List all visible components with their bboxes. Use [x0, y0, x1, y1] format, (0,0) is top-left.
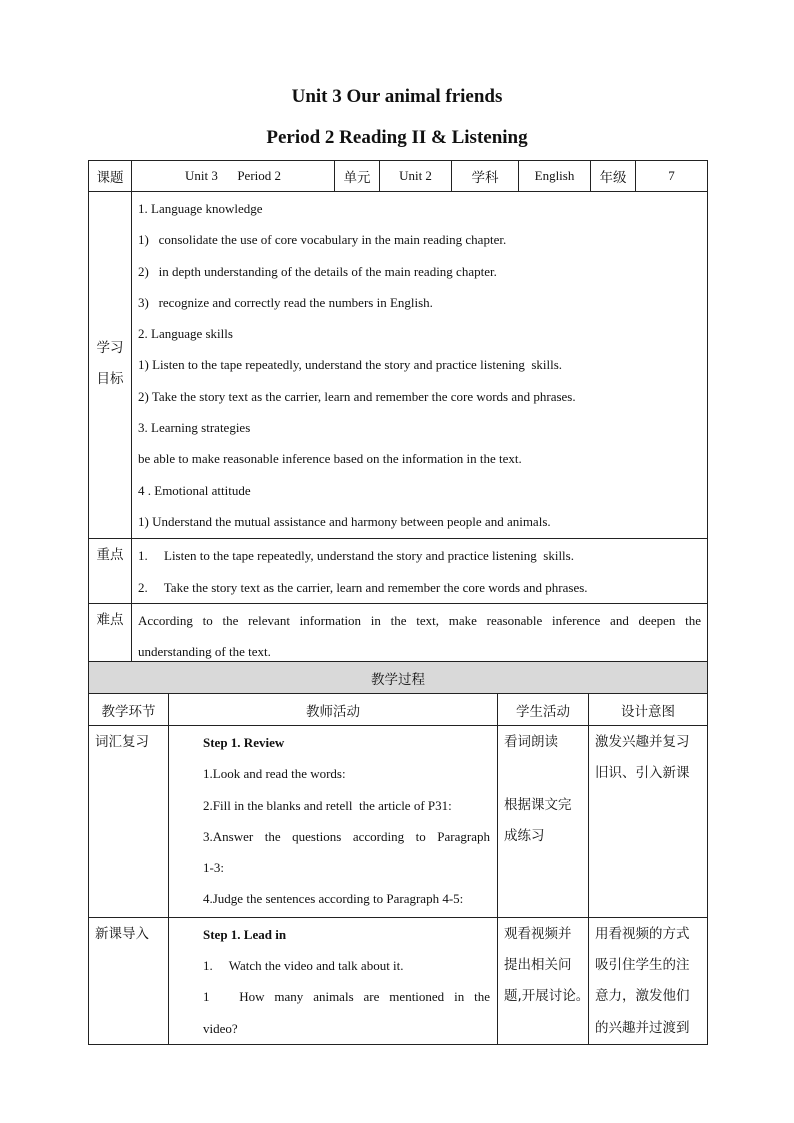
unit-label: 单元 — [335, 161, 380, 192]
objectives-label — [89, 192, 132, 539]
stage-label: 词汇复习 — [95, 734, 149, 750]
student-line: 观看视频并 — [504, 925, 572, 942]
teacher-line: 1-3: — [203, 860, 224, 876]
objective-line: 2) in depth understanding of the details of the main reading chapter. — [138, 263, 497, 279]
teacher-line: Step 1. Review — [203, 735, 285, 750]
intent-line: 吸引住学生的注 — [595, 957, 690, 974]
objective-line: 1) consolidate the use of core vocabulary in the main reading chapter. — [138, 232, 507, 248]
difficulties-content — [132, 603, 708, 668]
difficulty-line: According to the relevant information in the text, make reasonable inference and deepen the — [138, 612, 701, 628]
column-header: 设计意图 — [589, 694, 708, 726]
subject-label: 学科 — [452, 161, 519, 192]
document-title: Unit 3 Our animal friends — [291, 86, 503, 107]
objective-line: 2) Take the story text as the carrier, learn and remember the core words and phrases. — [138, 388, 576, 404]
intent-line: 激发兴趣并复习 — [595, 734, 690, 750]
column-header: 教学环节 — [89, 694, 169, 726]
student-line — [504, 758, 588, 789]
difficulty-line: understanding of the text. — [138, 644, 271, 660]
teacher-line: 3.Answer the questions according to Paragraph — [203, 828, 490, 844]
teacher-activity-cell — [169, 917, 498, 1044]
objective-line: 2. Language skills — [138, 326, 233, 342]
teaching-process-table — [88, 661, 708, 1045]
objective-line: 1) Listen to the tape repeatedly, understand the story and practice listening skills. — [138, 357, 563, 373]
document-subtitle: Period 2 Reading II & Listening — [266, 127, 528, 148]
table-row — [89, 917, 708, 1044]
difficulties-label: 难点 — [89, 603, 132, 668]
key-point-line: 2. Take the story text as the carrier, learn and remember the core words and phrases. — [138, 579, 588, 595]
key-points-label: 重点 — [89, 539, 132, 604]
stage-cell — [89, 917, 169, 1044]
objective-line: 1) Understand the mutual assistance and harmony between people and animals. — [138, 513, 551, 529]
intent-line: 意力，激发他们 — [595, 988, 690, 1005]
intent-line: 用看视频的方式 — [595, 925, 690, 942]
column-header: 学生活动 — [498, 694, 589, 726]
teacher-line: 4.Judge the sentences according to Paragraph 4-5: — [203, 891, 464, 907]
student-activity-cell — [498, 917, 589, 1044]
teacher-activity-cell — [169, 726, 498, 918]
intent-line: 的兴趣并过渡到 — [595, 1019, 690, 1036]
teacher-line: 1 How many animals are mentioned in the — [203, 989, 490, 1005]
student-line: 成练习 — [504, 827, 545, 844]
objective-line: 3) recognize and correctly read the numbers in English. — [138, 294, 433, 310]
grade-value: 7 — [636, 161, 708, 192]
objective-line: 1. Language knowledge — [138, 201, 263, 216]
column-header: 教师活动 — [169, 694, 498, 726]
student-line: 题,开展讨论。 — [504, 988, 590, 1005]
subject-value: English — [519, 161, 591, 192]
objective-line: 4 . Emotional attitude — [138, 482, 251, 498]
grade-label: 年级 — [591, 161, 636, 192]
student-activity-cell — [498, 726, 589, 918]
student-line: 提出相关问 — [504, 957, 572, 974]
lesson-info-table — [88, 160, 708, 668]
table-row — [89, 726, 708, 918]
teacher-line: Step 1. Lead in — [203, 926, 287, 942]
objectives-label-line1: 学习 — [96, 340, 124, 356]
teacher-line: video? — [203, 1020, 238, 1036]
stage-cell — [89, 726, 169, 918]
intent-line: 旧识、引入新课 — [595, 765, 690, 782]
teacher-line: 1.Look and read the words: — [203, 766, 346, 782]
topic-value: Unit 3 Period 2 — [132, 161, 335, 192]
key-points-content — [132, 539, 708, 604]
design-intent-cell — [589, 917, 708, 1044]
process-heading: 教学过程 — [89, 662, 708, 694]
student-line: 看词朗读 — [504, 734, 558, 750]
objective-line: 3. Learning strategies — [138, 420, 251, 436]
key-point-line: 1. Listen to the tape repeatedly, understand the story and practice listening skills. — [138, 548, 574, 564]
objectives-label-line2: 目标 — [96, 371, 124, 387]
design-intent-cell — [589, 726, 708, 918]
unit-value: Unit 2 — [380, 161, 452, 192]
objectives-content — [132, 192, 708, 539]
student-line: 根据课文完 — [504, 796, 572, 813]
objective-line: be able to make reasonable inference based on the information in the text. — [138, 451, 522, 467]
teacher-line: 2.Fill in the blanks and retell the article of P31: — [203, 797, 452, 813]
teacher-line: 1. Watch the video and talk about it. — [203, 958, 404, 974]
topic-label: 课题 — [89, 161, 132, 192]
stage-label: 新课导入 — [95, 925, 149, 942]
